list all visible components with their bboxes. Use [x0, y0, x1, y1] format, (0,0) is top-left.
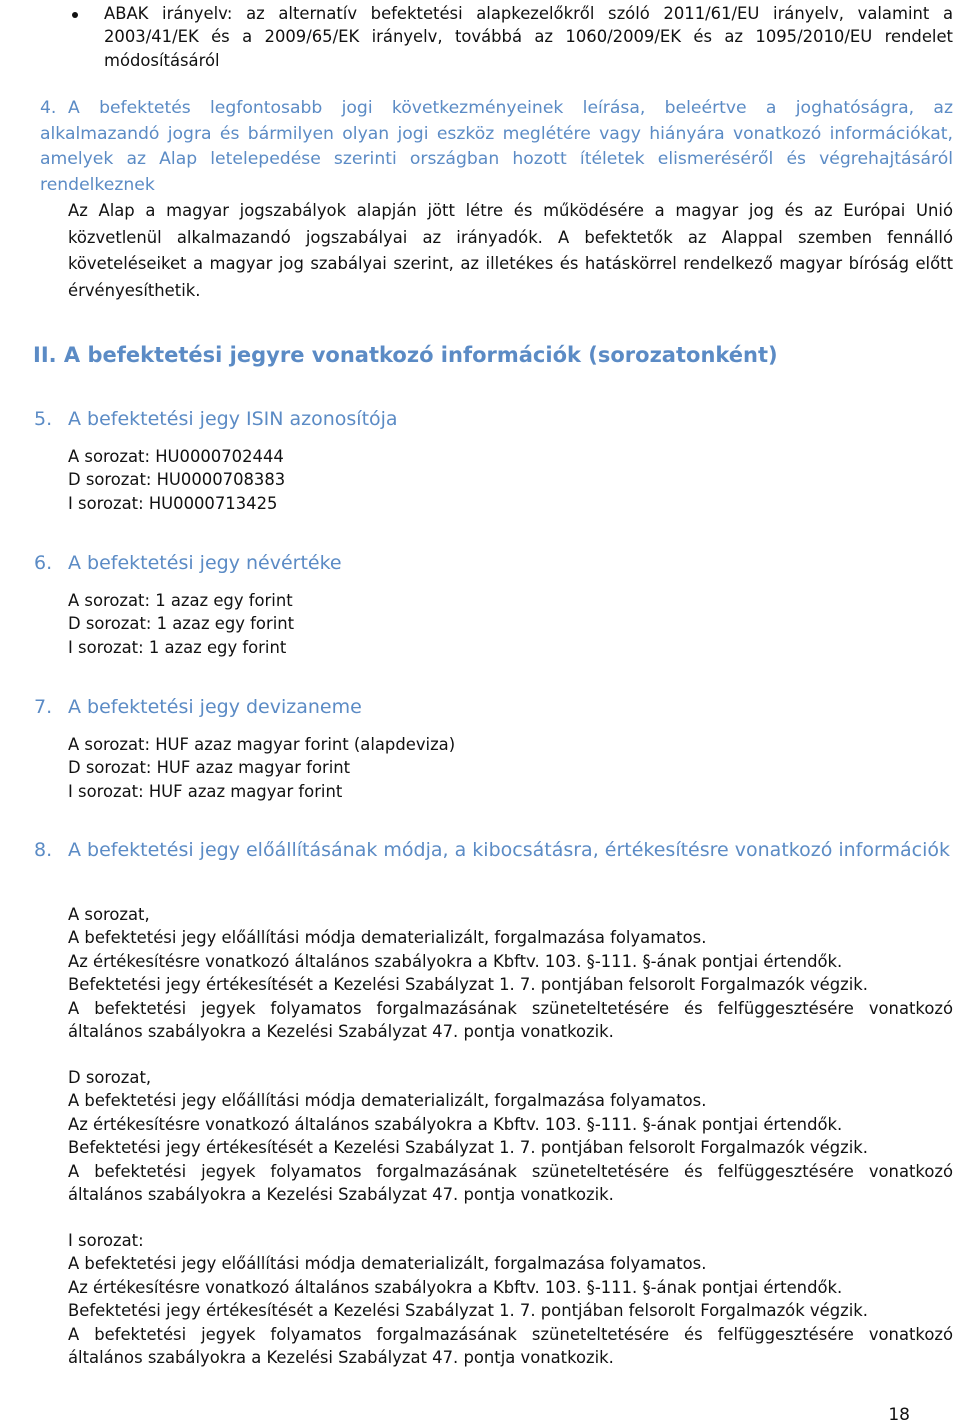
section-4-body: Az Alap a magyar jogszabályok alapján jött létre és működésére a magyar jog és az Európai Unió közvetlenül alkalmazandó jogszabályai az irányadók. A befektetők az Alappal szemben fennálló követeléseiket a magyar jog szabályai szerint, az illetékes és hatáskörrel rendelkező magyar bíróság előtt érvényesíthetik.: [68, 201, 953, 300]
nominal-value-line: I sorozat: 1 azaz egy forint: [68, 637, 287, 657]
series-line: A befektetési jegy előállítási módja dematerializált, forgalmazása folyamatos.: [68, 928, 707, 948]
part-2-title: II. A befektetési jegyre vonatkozó információk (sorozatonként): [33, 343, 778, 367]
series-line: A befektetési jegy előállítási módja dematerializált, forgalmazása folyamatos.: [68, 1254, 707, 1274]
series-label: D sorozat,: [68, 1068, 152, 1087]
isin-line: A sorozat: HU0000702444: [68, 447, 284, 466]
series-line: Az értékesítésre vonatkozó általános szabályokra a Kbftv. 103. §-111. §-ának pontjai értendők.: [68, 1277, 843, 1297]
section-heading-text: A befektetés legfontosabb jogi következményeinek leírása, beleértve a joghatóságra, az alkalmazandó jogra és bármilyen olyan jogi eszköz meglétére vagy hiányára vonatkozó információkat, amelyek az Alap letelepedése szerinti országban hozott ítéletek elismeréséről és végrehajtásáról rendelkeznek: [40, 98, 953, 195]
section-heading-text: A befektetési jegy ISIN azonosítója: [68, 408, 398, 430]
section-7-heading: [34, 695, 634, 721]
currency-line: D sorozat: HUF azaz magyar forint: [68, 758, 351, 778]
currency-line: A sorozat: HUF azaz magyar forint (alapdeviza): [68, 735, 456, 754]
section-number: 8.: [34, 839, 53, 861]
currency-line: I sorozat: HUF azaz magyar forint: [68, 781, 343, 801]
series-label: I sorozat:: [68, 1231, 144, 1250]
bullet-dot: [72, 12, 78, 18]
series-paragraph: A befektetési jegyek folyamatos forgalmazásának szüneteltetésére és felfüggesztésére vonatkozó általános szabályokra a Kezelési Szabályzat 47. pontja vonatkozik.: [68, 1324, 953, 1368]
section-6-heading: [34, 551, 634, 577]
series-paragraph: A befektetési jegyek folyamatos forgalmazásának szüneteltetésére és felfüggesztésére vonatkozó általános szabályokra a Kezelési Szabályzat 47. pontja vonatkozik.: [68, 998, 953, 1042]
series-line: Befektetési jegy értékesítését a Kezelési Szabályzat 1. 7. pontjában felsorolt Forgalmazók végzik.: [68, 1138, 868, 1158]
nominal-value-line: D sorozat: 1 azaz egy forint: [68, 614, 295, 634]
isin-list: [68, 445, 953, 515]
section-heading-text: A befektetési jegy devizaneme: [68, 696, 362, 718]
series-d-block: [68, 1066, 953, 1206]
section-heading-text: A befektetési jegy névértéke: [68, 552, 342, 574]
series-line: Az értékesítésre vonatkozó általános szabályokra a Kbftv. 103. §-111. §-ának pontjai értendők.: [68, 1114, 843, 1134]
series-line: A befektetési jegy előállítási módja dematerializált, forgalmazása folyamatos.: [68, 1091, 707, 1111]
series-line: Befektetési jegy értékesítését a Kezelési Szabályzat 1. 7. pontjában felsorolt Forgalmazók végzik.: [68, 1301, 868, 1321]
series-i-block: [68, 1229, 953, 1369]
currency-list: [68, 733, 953, 803]
isin-line: D sorozat: HU0000708383: [68, 470, 286, 490]
series-label: A sorozat,: [68, 905, 150, 924]
nominal-value-line: A sorozat: 1 azaz egy forint: [68, 591, 293, 610]
section-heading-text: A befektetési jegy előállításának módja, a kibocsátásra, értékesítésre vonatkozó információk: [68, 839, 950, 861]
series-paragraph: A befektetési jegyek folyamatos forgalmazásának szüneteltetésére és felfüggesztésére vonatkozó általános szabályokra a Kezelési Szabályzat 47. pontja vonatkozik.: [68, 1161, 953, 1205]
isin-line: I sorozat: HU0000713425: [68, 493, 278, 513]
series-line: Befektetési jegy értékesítését a Kezelési Szabályzat 1. 7. pontjában felsorolt Forgalmazók végzik.: [68, 975, 868, 995]
section-number: 4.: [40, 98, 57, 118]
section-5-heading: [34, 407, 634, 433]
page-number: 18: [888, 1405, 910, 1425]
nominal-value-list: [68, 589, 953, 659]
section-4-heading: [40, 96, 953, 198]
series-a-block: [68, 903, 953, 1043]
series-line: Az értékesítésre vonatkozó általános szabályokra a Kbftv. 103. §-111. §-ának pontjai értendők.: [68, 951, 843, 971]
bullet-item-text: ABAK irányelv: az alternatív befektetési alapkezelőkről szóló 2011/61/EU irányelv, valamint a 2003/41/EK és a 2009/65/EK irányelv, továbbá az 1060/2009/EK és az 1095/2010/EU rendelet módosításáról: [104, 4, 953, 70]
section-number: 7.: [34, 696, 53, 718]
section-number: 6.: [34, 552, 53, 574]
section-number: 5.: [34, 408, 53, 430]
